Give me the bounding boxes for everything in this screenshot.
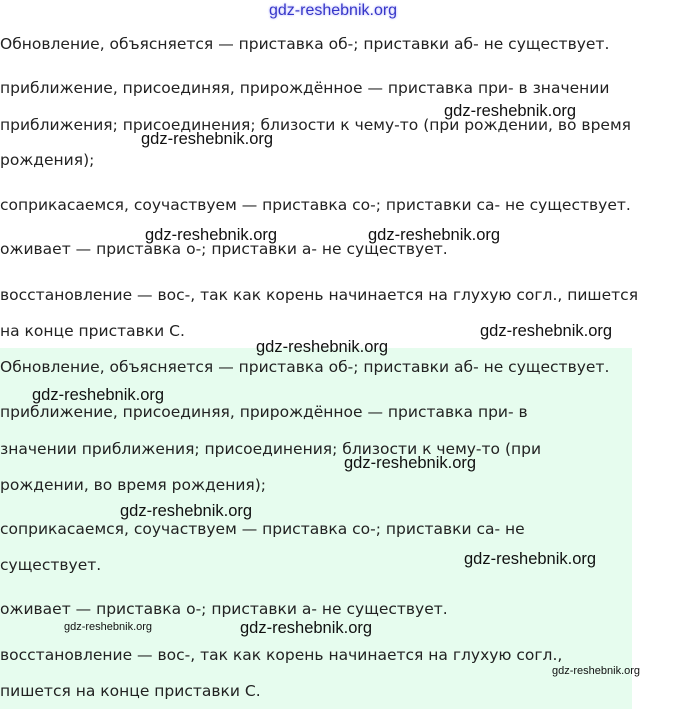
green-paragraph-4: оживает — приставка о-; приставки а- не существует. <box>0 600 448 618</box>
watermark-top: gdz-reshebnik.org <box>269 2 398 19</box>
watermark: gdz-reshebnik.org <box>256 338 389 356</box>
watermark: gdz-reshebnik.org <box>141 130 274 148</box>
watermark: gdz-reshebnik.org <box>480 322 613 340</box>
paragraph-1: Обновление, объясняется — приставка об-; приставки аб- не существует. <box>0 35 610 53</box>
green-paragraph-3-line-1: соприкасаемся, соучаствуем — приставка со-; приставки са- не <box>0 520 525 538</box>
paragraph-5-line-1: восстановление — вос-, так как корень начинается на глухую согл., пишется <box>0 286 639 304</box>
paragraph-2-line-2: приближения; присоединения; близости к чему-то (при рождении, во время <box>0 116 631 134</box>
green-paragraph-2-line-2: значении приближения; присоединения; близости к чему-то (при <box>0 440 542 458</box>
green-paragraph-3-line-2: существует. <box>0 556 102 574</box>
green-paragraph-1: Обновление, объясняется — приставка об-; приставки аб- не существует. <box>0 358 610 376</box>
green-paragraph-5-line-2: пишется на конце приставки С. <box>0 682 261 700</box>
watermark: gdz-reshebnik.org <box>464 550 597 568</box>
green-paragraph-2-line-3: рождении, во время рождения); <box>0 476 267 494</box>
green-paragraph-2-line-1: приближение, присоединяя, прирождённое — приставка при- в <box>0 403 528 421</box>
watermark-small: gdz-reshebnik.org <box>552 665 641 677</box>
paragraph-4: оживает — приставка о-; приставки а- не существует. <box>0 240 448 258</box>
paragraph-5-line-2: на конце приставки С. <box>0 322 185 340</box>
watermark-small: gdz-reshebnik.org <box>64 621 153 633</box>
paragraph-2-line-1: приближение, присоединяя, прирождённое — приставка при- в значении <box>0 79 610 97</box>
watermark: gdz-reshebnik.org <box>145 226 278 244</box>
watermark: gdz-reshebnik.org <box>120 502 253 520</box>
green-paragraph-5-line-1: восстановление — вос-, так как корень начинается на глухую согл., <box>0 646 563 664</box>
watermark: gdz-reshebnik.org <box>344 454 477 472</box>
paragraph-3: соприкасаемся, соучаствуем — приставка со-; приставки са- не существует. <box>0 196 631 214</box>
watermark: gdz-reshebnik.org <box>32 386 165 404</box>
paragraph-2-line-3: рождения); <box>0 151 95 169</box>
watermark: gdz-reshebnik.org <box>240 619 373 637</box>
watermark: gdz-reshebnik.org <box>444 102 577 120</box>
watermark: gdz-reshebnik.org <box>368 226 501 244</box>
